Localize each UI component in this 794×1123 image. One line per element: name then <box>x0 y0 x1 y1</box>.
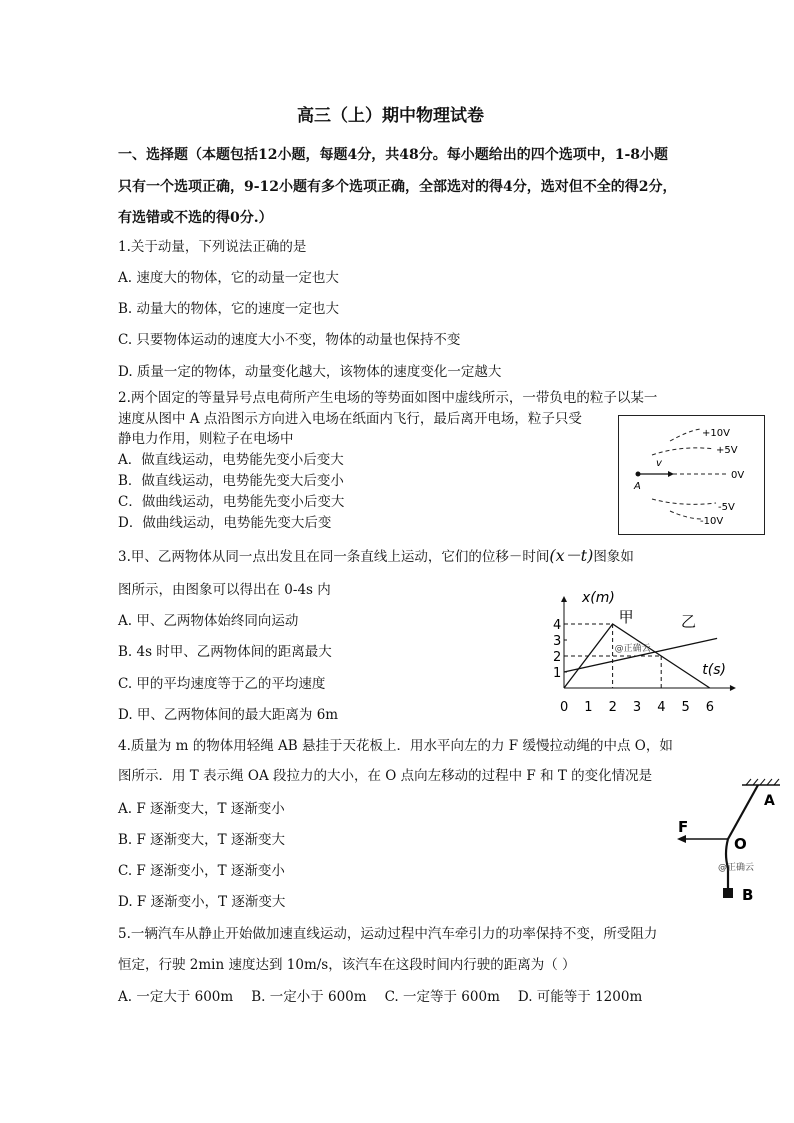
q4-option-c: C. F 逐渐变小，T 逐渐变小 <box>118 863 285 879</box>
velocity-arrow-head <box>668 471 674 477</box>
force-arrow-head <box>677 835 686 843</box>
q1-option-c: C. 只要物体运动的速度大小不变，物体的动量也保持不变 <box>118 332 461 348</box>
x-tick-label: 5 <box>681 700 690 715</box>
ceiling-hatch <box>746 779 779 785</box>
q2-option-b: B．做直线运动，电势能先变大后变小 <box>118 473 344 489</box>
q5-stem-line1: 5.一辆汽车从静止开始做加速直线运动，运动过程中汽车牵引力的功率保持不变，所受阻力 <box>118 926 658 942</box>
label-plus10v: +10V <box>702 428 730 439</box>
y-tick-label: 1 <box>553 666 562 681</box>
q5-option-c: C. 一定等于 600m <box>384 989 500 1005</box>
y-axis-label: x(m) <box>582 590 615 606</box>
rope-figure <box>672 778 784 906</box>
q2-option-d: D．做曲线运动，电势能先变大后变 <box>118 515 332 531</box>
label-minus10v: -10V <box>700 516 724 527</box>
q1-stem: 1.关于动量，下列说法正确的是 <box>118 239 307 255</box>
section-heading-line1: 一、选择题（本题包括12小题，每题4分，共48分。每小题给出的四个选项中，1-8小题 <box>118 147 668 163</box>
q4-option-b: B. F 逐渐变大，T 逐渐变大 <box>118 832 285 848</box>
q3-stem-text-after: 图象如 <box>593 549 634 565</box>
x-axis-arrow <box>730 685 736 691</box>
y-tick-label: 2 <box>553 650 562 665</box>
label-minus5v: -5V <box>718 502 735 513</box>
label-b: B <box>742 886 754 904</box>
y-tick-label: 4 <box>553 618 562 633</box>
q1-option-a: A. 速度大的物体，它的动量一定也大 <box>118 270 339 286</box>
xt-graph <box>548 582 762 722</box>
mass-block <box>723 888 733 898</box>
q5-stem-line2: 恒定，行驶 2min 速度达到 10m/s，该汽车在这段时间内行驶的距离为（ ） <box>118 957 576 973</box>
x-tick-label: 2 <box>608 700 617 715</box>
equipotential-minus5 <box>652 499 716 504</box>
y-tick-label: 3 <box>553 634 562 649</box>
q5-option-a: A. 一定大于 600m <box>118 989 234 1005</box>
x-tick-label: 4 <box>657 700 666 715</box>
section-heading-line3: 有选错或不选的得0分.） <box>118 210 273 226</box>
q3-stem-line2: 图所示，由图象可以得出在 0-4s 内 <box>118 582 331 598</box>
x-tick-label: 6 <box>705 700 715 715</box>
equipotential-plus5 <box>652 448 714 455</box>
q5-options <box>118 991 642 1005</box>
q1-option-d: D. 质量一定的物体，动量变化越大，该物体的速度变化一定越大 <box>118 364 502 380</box>
q3-formula: (x－t) <box>549 546 594 565</box>
label-0v: 0V <box>731 470 745 481</box>
q3-option-a: A. 甲、乙两物体始终同向运动 <box>118 613 299 629</box>
series-name-yi: 乙 <box>680 612 696 631</box>
q5-option-b: B. 一定小于 600m <box>251 989 367 1005</box>
q2-stem-line2: 速度从图中 A 点沿图示方向进入电场在纸面内飞行，最后离开电场，粒子只受 <box>118 411 582 427</box>
x-tick-label: 3 <box>632 700 642 715</box>
q1-option-b: B. 动量大的物体，它的速度一定也大 <box>118 301 340 317</box>
q4-stem-line2: 图所示．用 T 表示绳 OA 段拉力的大小，在 O 点向左移动的过程中 F 和 T 的变化情况是 <box>118 768 653 784</box>
page-title: 高三（上）期中物理试卷 <box>297 106 484 126</box>
q4-stem-line1: 4.质量为 m 的物体用轻绳 AB 悬挂于天花板上．用水平向左的力 F 缓慢拉动绳的中点 O，如 <box>118 738 673 754</box>
watermark: @正确云 <box>718 863 755 873</box>
equipotential-plus10 <box>670 429 700 441</box>
q2-option-a: A．做直线运动，电势能先变小后变大 <box>118 452 344 468</box>
label-o: O <box>734 835 747 853</box>
q3-stem-text: 3.甲、乙两物体从同一点出发且在同一条直线上运动，它们的位移－时间 <box>118 549 550 565</box>
q3-option-d: D. 甲、乙两物体间的最大距离为 6m <box>118 707 339 723</box>
q2-stem-line3: 静电力作用，则粒子在电场中 <box>118 431 294 447</box>
x-tick-label: 0 <box>560 700 569 715</box>
equipotential-minus10 <box>670 511 702 519</box>
point-a-dot <box>636 472 641 477</box>
point-a-label: A <box>634 481 641 492</box>
equipotential-figure <box>618 415 765 535</box>
q2-stem-line1: 2.两个固定的等量异号点电荷所产生电场的等势面如图中虚线所示，一带负电的粒子以某一 <box>118 390 658 406</box>
q4-option-a: A. F 逐渐变大，T 逐渐变小 <box>118 801 285 817</box>
chart-watermark: @正确云 <box>614 643 651 654</box>
q4-option-d: D. F 逐渐变小，T 逐渐变大 <box>118 894 286 910</box>
label-a: A <box>764 793 775 809</box>
series-name-jia: 甲 <box>618 608 634 626</box>
q3-option-b: B. 4s 时甲、乙两物体间的距离最大 <box>118 644 332 660</box>
q5-option-d: D. 可能等于 1200m <box>517 989 643 1005</box>
q3-stem-line1 <box>118 548 634 565</box>
x-tick-label: 1 <box>584 700 593 715</box>
label-f: F <box>678 818 689 836</box>
y-axis-arrow <box>561 596 567 602</box>
q3-option-c: C. 甲的平均速度等于乙的平均速度 <box>118 676 326 692</box>
q2-option-c: C．做曲线运动，电势能先变小后变大 <box>118 494 345 510</box>
section-heading-line2: 只有一个选项正确，9-12小题有多个选项正确，全部选对的得4分，选对但不全的得2分， <box>118 179 677 195</box>
label-plus5v: +5V <box>716 445 738 456</box>
velocity-label: v <box>656 458 662 469</box>
x-axis-label: t(s) <box>702 662 727 678</box>
rope-oa <box>728 785 758 839</box>
